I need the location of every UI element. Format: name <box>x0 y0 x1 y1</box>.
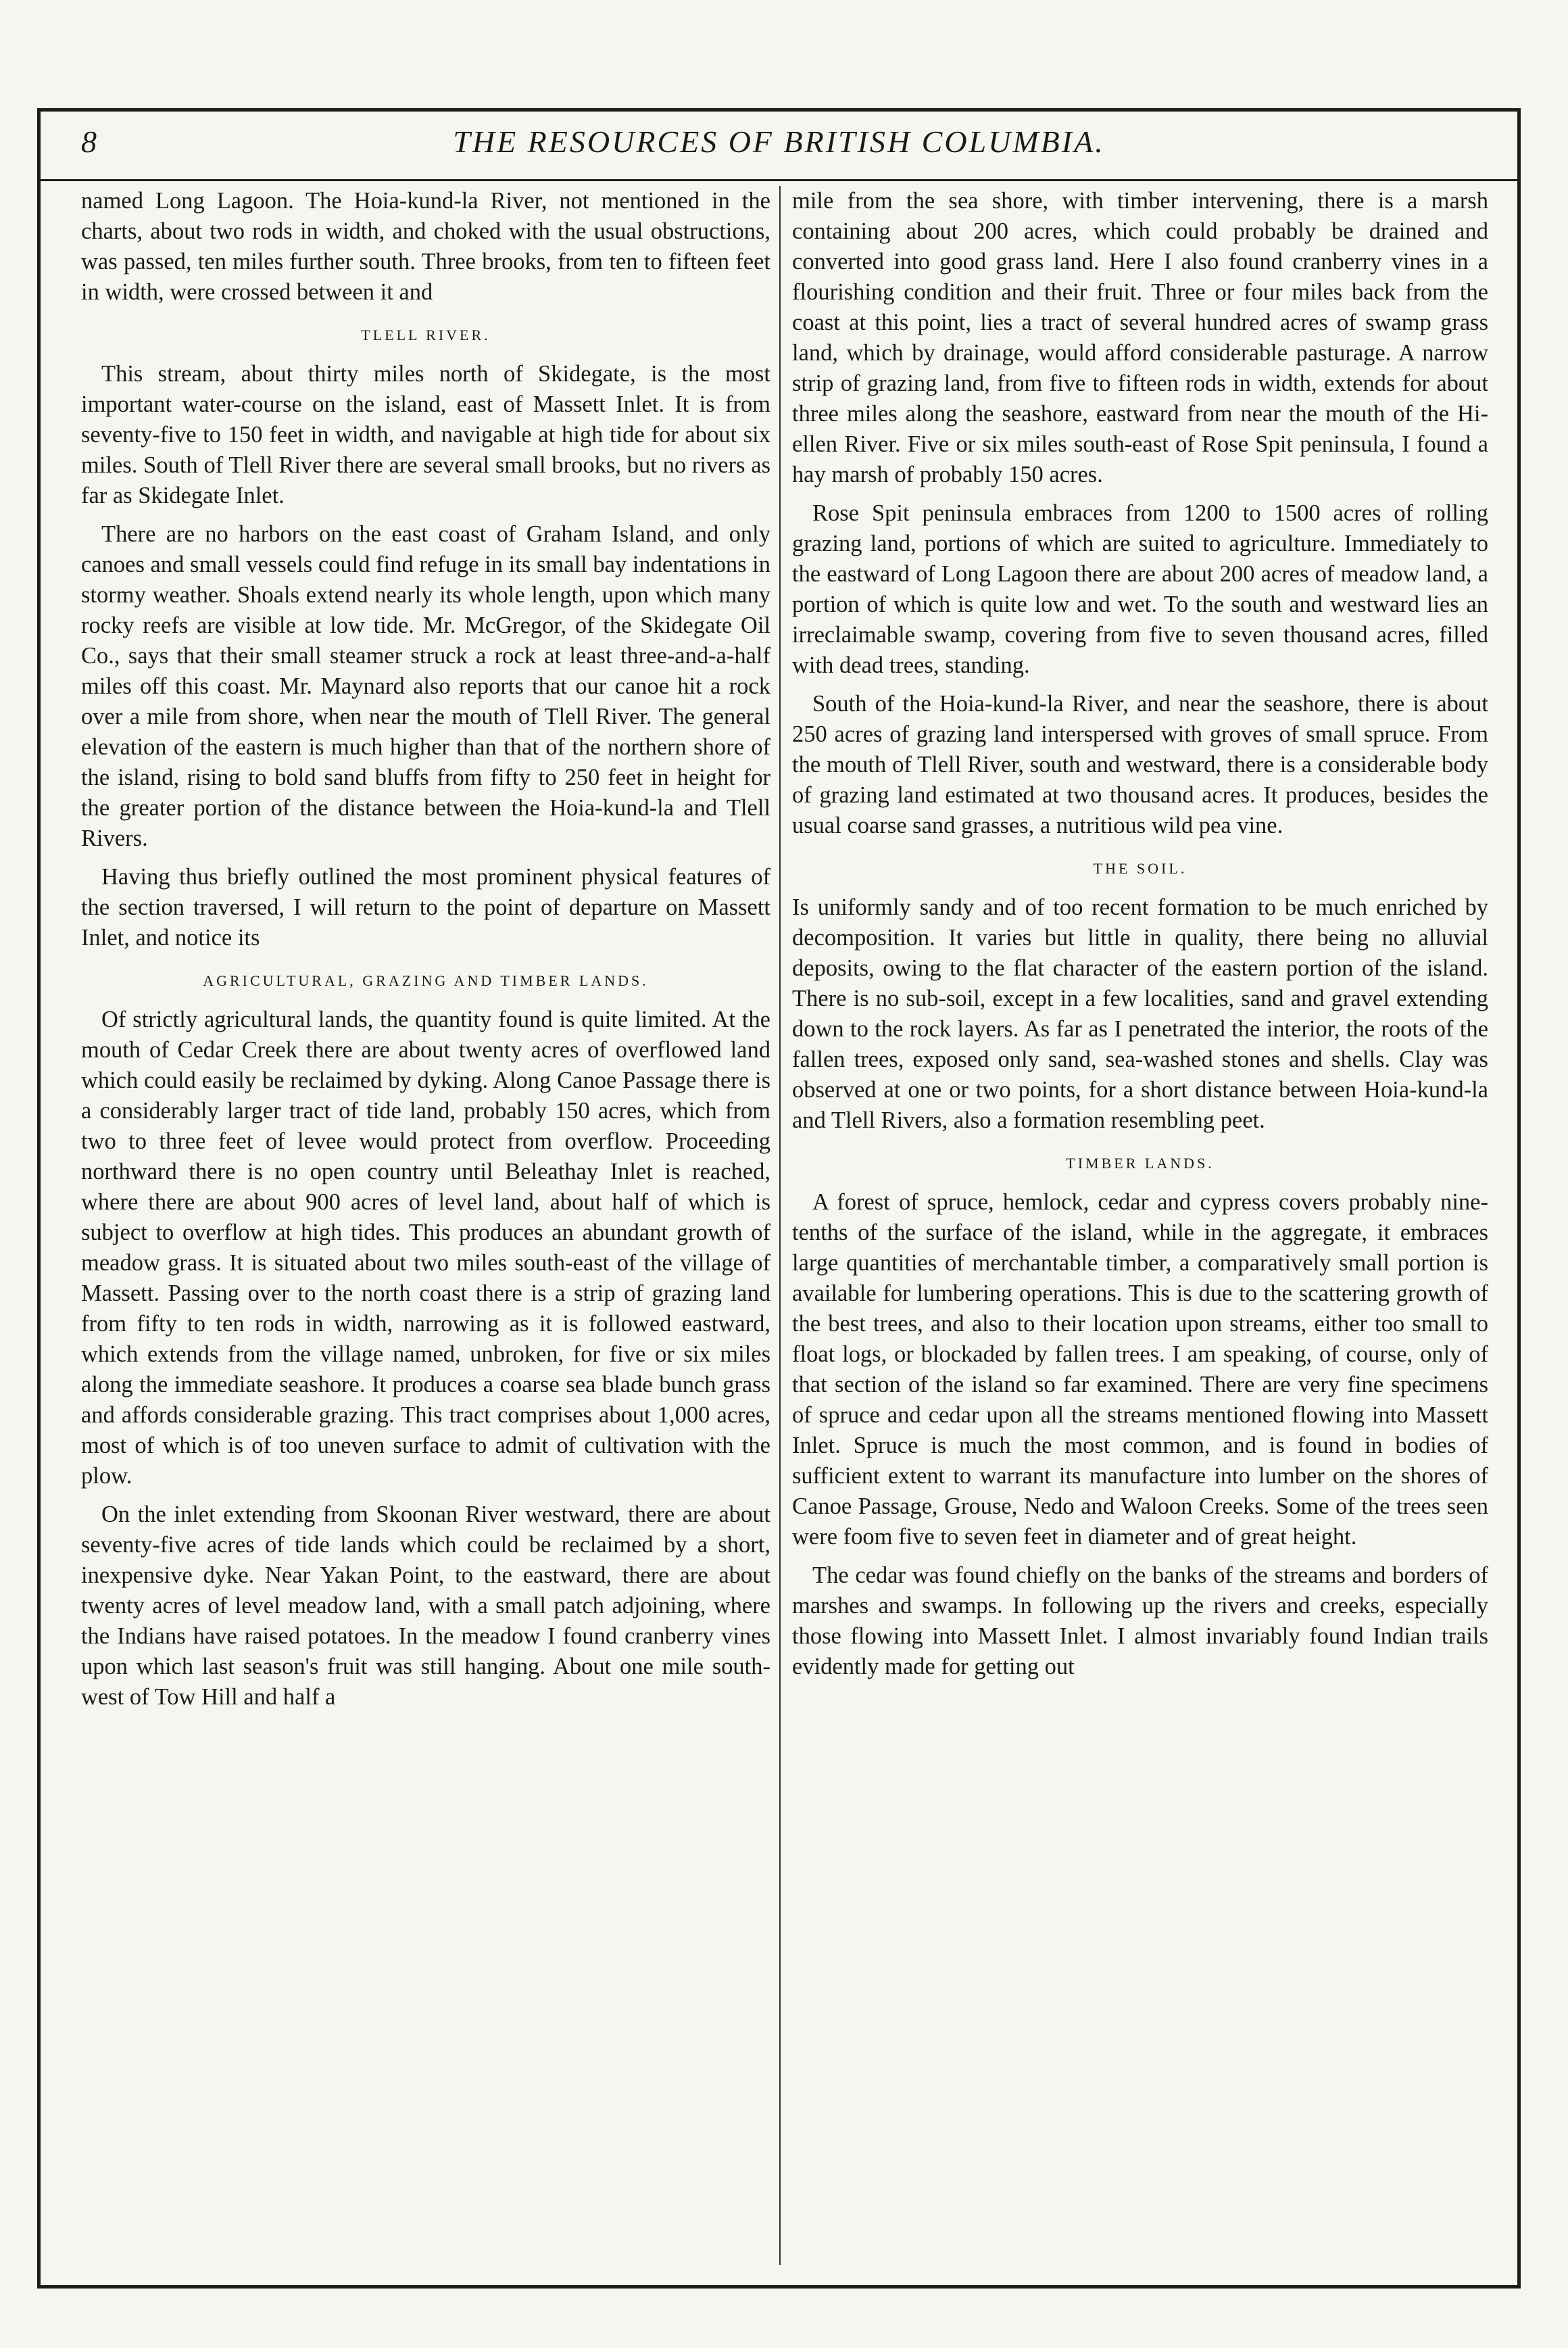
right-column <box>792 186 1488 2268</box>
paragraph: Is uniformly sandy and of too recent formation to be much enriched by decomposition. It varies but little in quality, there being no alluvial deposits, owing to the flat character of the eastern portion of the island. There is no sub-soil, except in a few localities, sand and gravel extending down to the rock layers. As far as I penetrated the interior, the roots of the fallen trees, exposed only sand, sea-washed stones and shells. Clay was observed at one or two points, for a short distance between Hoia-kund-la and Tlell Rivers, also a formation resembling peet. <box>792 894 1488 1133</box>
section-heading: TIMBER LANDS. <box>1066 1155 1215 1172</box>
paragraph: mile from the sea shore, with timber intervening, there is a marsh containing about 200 acres, which could probably be drained and converted into good grass land. Here I also found cranberry vines in a flourishing condition and their fruit. Three or four miles back from the coast at this point, lies a tract of several hundred acres of swamp grass land, which by drainage, would afford considerable pasturage. A narrow strip of grazing land, from five to fifteen rods in width, extends for about three miles along the seashore, eastward from near the mouth of the Hi-ellen River. Five or six miles south-east of Rose Spit peninsula, I found a hay marsh of probably 150 acres. <box>792 188 1488 487</box>
paragraph: There are no harbors on the east coast of Graham Island, and only canoes and small vessels could find refuge in its small bay indentations in stormy weather. Shoals extend nearly its whole length, upon which many rocky reefs are visible at low tide. Mr. McGregor, of the Skidegate Oil Co., says that their small steamer struck a rock at least three-and-a-half miles off this coast. Mr. Maynard also reports that our canoe hit a rock over a mile from shore, when near the mouth of Tlell River. The general elevation of the eastern is much higher than that of the northern shore of the island, rising to bold sand bluffs from fifty to 250 feet in height for the greater portion of the distance between the Hoia-kund-la and Tlell Rivers. <box>81 521 770 851</box>
paragraph: named Long Lagoon. The Hoia-kund-la River, not mentioned in the charts, about two rods in width, and choked with the usual obstructions, was passed, ten miles further south. Three brooks, from ten to fifteen feet in width, were crossed between it and <box>81 188 770 305</box>
page-frame <box>37 108 1521 2289</box>
section-heading: THE SOIL. <box>1093 860 1187 877</box>
paragraph: Of strictly agricultural lands, the quantity found is quite limited. At the mouth of Cedar Creek there are about twenty acres of overflowed land which could easily be reclaimed by dyking. Along Canoe Passage there is a considerably larger tract of tide land, probably 150 acres, which from two to three feet of levee would protect from overflow. Proceeding northward there is no open country until Beleathay Inlet is reached, where there are about 900 acres of level land, about half of which is subject to overflow at high tides. This produces an abundant growth of meadow grass. It is situated about two miles south-east of the village of Massett. Passing over to the north coast there is a strip of grazing land from fifty to ten rods in width, narrowing as it is followed eastward, which extends from the village named, unbroken, for five or six miles along the immediate seashore. It produces a coarse sea blade bunch grass and affords considerable grazing. This tract comprises about 1,000 acres, most of which is of too uneven surface to admit of cultivation with the plow. <box>81 1007 770 1489</box>
section-heading: AGRICULTURAL, GRAZING AND TIMBER LANDS. <box>203 972 649 989</box>
running-title: THE RESOURCES OF BRITISH COLUMBIA. <box>453 124 1105 159</box>
paragraph: The cedar was found chiefly on the banks of the streams and borders of marshes and swamps. In following up the rivers and creeks, especially those flowing into Massett Inlet. I almost invariably found Indian trails evidently made for getting out <box>792 1562 1488 1679</box>
paragraph: This stream, about thirty miles north of Skidegate, is the most important water-course on the island, east of Massett Inlet. It is from seventy-five to 150 feet in width, and navigable at high tide for about six miles. South of Tlell River there are several small brooks, but no rivers as far as Skidegate Inlet. <box>81 361 770 508</box>
section-heading: TLELL RIVER. <box>361 327 491 343</box>
paragraph: Rose Spit peninsula embraces from 1200 to 1500 acres of rolling grazing land, portions of which are suited to agriculture. Immediately to the eastward of Long Lagoon there are about 200 acres of meadow land, a portion of which is quite low and wet. To the south and westward lies an irreclaimable swamp, covering from five to seven thousand acres, filled with dead trees, standing. <box>792 500 1488 678</box>
paragraph: South of the Hoia-kund-la River, and near the seashore, there is about 250 acres of grazing land interspersed with groves of small spruce. From the mouth of Tlell River, south and westward, there is a considerable body of grazing land estimated at two thousand acres. It produces, besides the usual coarse sand grasses, a nutritious wild pea vine. <box>792 691 1488 838</box>
left-column <box>81 186 770 2268</box>
paragraph: Having thus briefly outlined the most prominent physical features of the section traversed, I will return to the point of departure on Massett Inlet, and notice its <box>81 864 770 951</box>
running-head <box>41 112 1517 181</box>
paragraph: A forest of spruce, hemlock, cedar and cypress covers probably nine-tenths of the surface of the island, while in the aggregate, it embraces large quantities of merchantable timber, a comparatively small portion is available for lumbering operations. This is due to the scattering growth of the best trees, and also to their location upon streams, either too small to float logs, or blockaded by fallen trees. I am speaking, of course, only of that section of the island so far examined. There are very fine specimens of spruce and cedar upon all the streams mentioned flowing into Massett Inlet. Spruce is much the most common, and is found in bodies of sufficient extent to warrant its manufacture into lumber on the shores of Canoe Passage, Grouse, Nedo and Waloon Creeks. Some of the trees seen were foom five to seven feet in diameter and of great height. <box>792 1189 1488 1550</box>
column-rule <box>779 186 781 2265</box>
paragraph: On the inlet extending from Skoonan River westward, there are about seventy-five acres of tide lands which could be reclaimed by a short, inexpensive dyke. Near Yakan Point, to the eastward, there are about twenty acres of level meadow land, with a small patch adjoining, where the Indians have raised potatoes. In the meadow I found cranberry vines upon which last season's fruit was still hanging. About one mile south-west of Tow Hill and half a <box>81 1502 770 1710</box>
page-number: 8 <box>81 124 97 159</box>
